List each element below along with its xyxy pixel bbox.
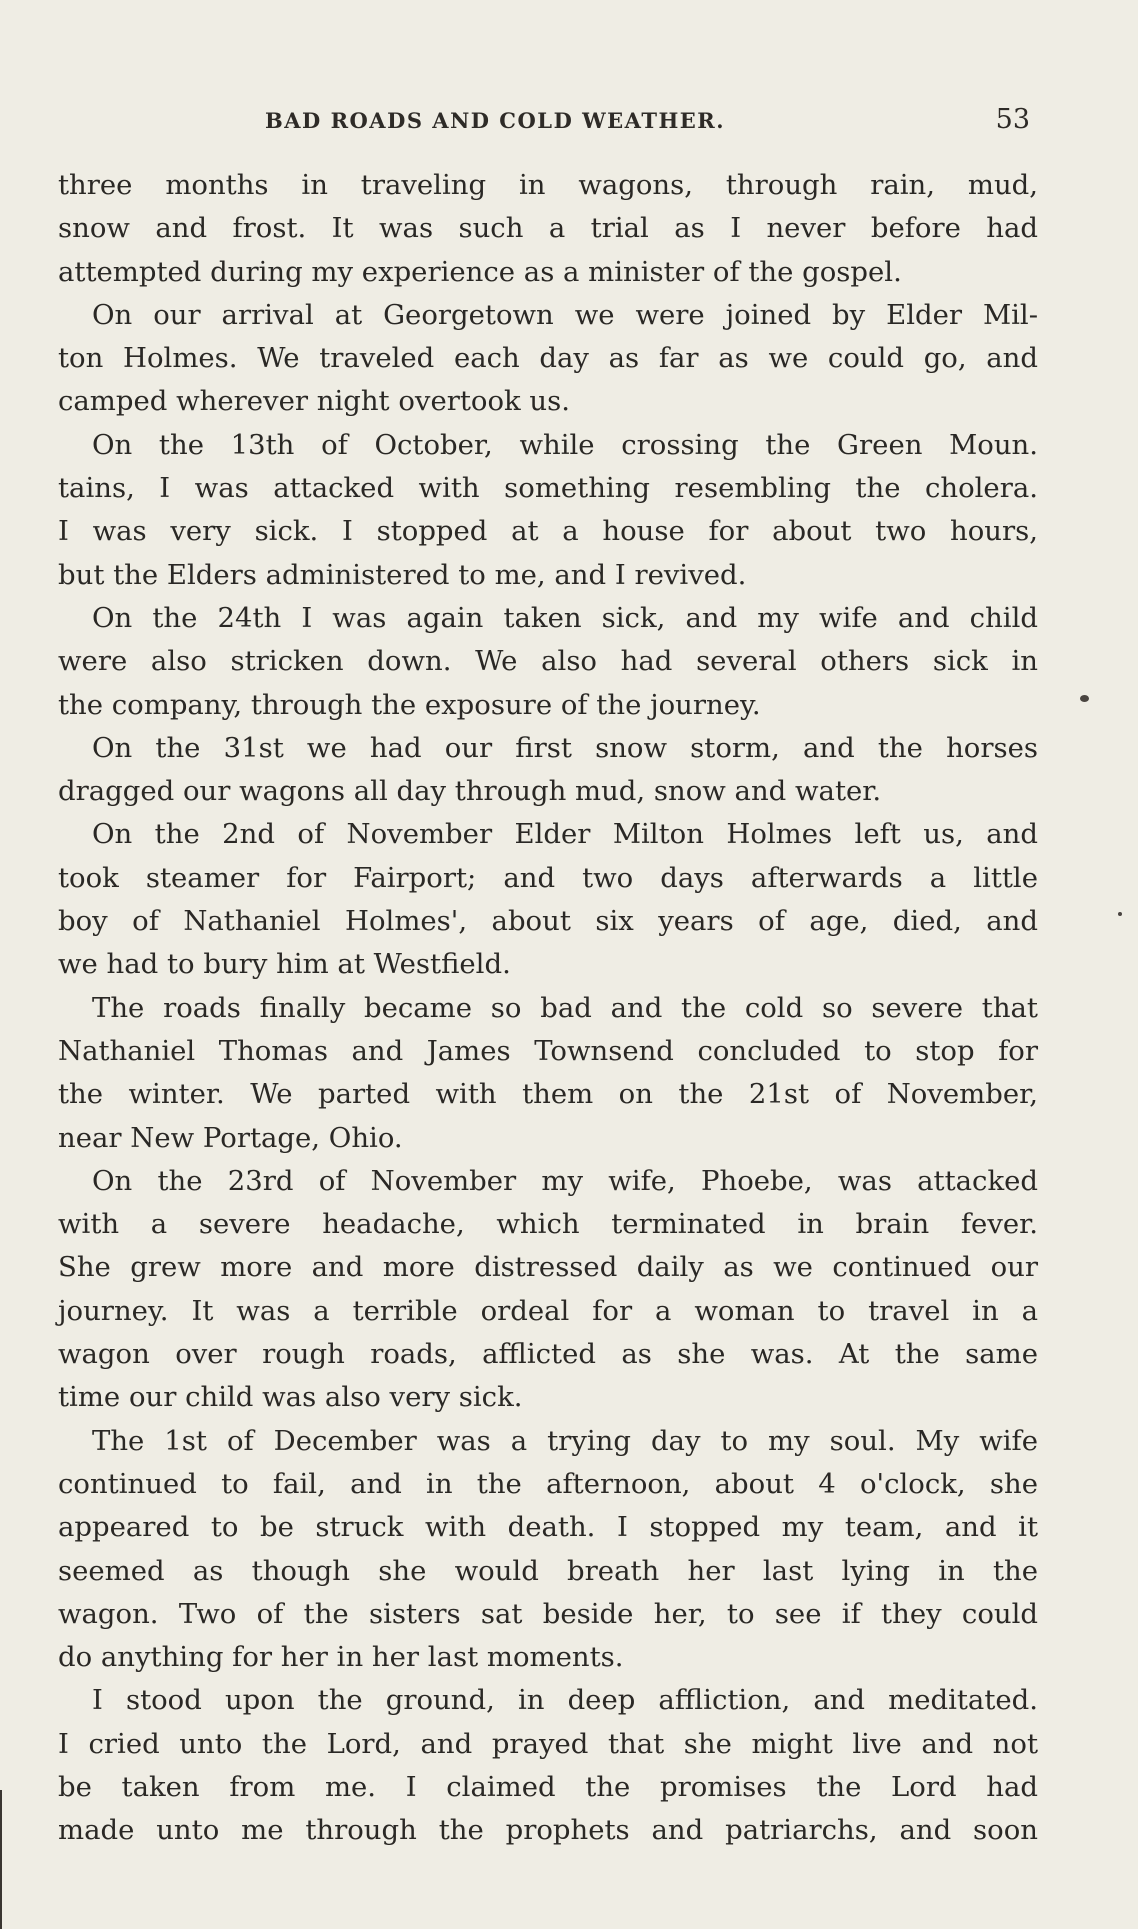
text-line: time our child was also very sick.: [58, 1381, 523, 1414]
binding-edge-line: [0, 1790, 2, 1929]
chapter-running-title: BAD ROADS AND COLD WEATHER.: [265, 108, 726, 133]
text-line: I cried unto the Lord, and prayed that she might live and not: [58, 1727, 1038, 1760]
text-line: Nathaniel Thomas and James Townsend concluded to stop for: [58, 1034, 1038, 1067]
text-line: three months in traveling in wagons, through rain, mud,: [58, 169, 1038, 201]
text-line: I was very sick. I stopped at a house for about two hours,: [58, 515, 1038, 548]
ink-speck: [1118, 912, 1122, 916]
text-line: attempted during my experience as a minister of the gospel.: [58, 255, 902, 288]
text-line: On the 2nd of November Elder Milton Holmes left us, and: [92, 818, 1038, 851]
text-line: On our arrival at Georgetown we were joined by Elder Mil-: [92, 298, 1038, 331]
body-text: [58, 164, 1038, 1853]
text-line: journey. It was a terrible ordeal for a woman to travel in a: [58, 1294, 1038, 1327]
text-line: dragged our wagons all day through mud, snow and water.: [58, 775, 882, 808]
text-line: ton Holmes. We traveled each day as far as we could go, and: [58, 342, 1038, 375]
text-line: continued to fail, and in the afternoon, about 4 o'clock, she: [58, 1467, 1038, 1500]
text-line: near New Portage, Ohio.: [58, 1121, 403, 1154]
text-line: were also stricken down. We also had several others sick in: [58, 645, 1038, 678]
text-line: made unto me through the prophets and patriarchs, and soon: [58, 1814, 1038, 1847]
text-line: tains, I was attacked with something resembling the cholera.: [58, 472, 1038, 505]
text-line: the winter. We parted with them on the 21st of November,: [58, 1078, 1038, 1111]
text-line: The 1st of December was a trying day to my soul. My wife: [92, 1424, 1038, 1457]
text-line: On the 23rd of November my wife, Phoebe, was attacked: [92, 1164, 1038, 1197]
text-line: with a severe headache, which terminated in brain fever.: [58, 1208, 1038, 1241]
text-line: we had to bury him at Westfield.: [58, 948, 511, 981]
text-line: appeared to be struck with death. I stopped my team, and it: [58, 1511, 1038, 1544]
text-line: On the 31st we had our first snow storm, and the horses: [92, 731, 1038, 764]
text-line: seemed as though she would breath her last lying in the: [58, 1554, 1038, 1587]
text-line: be taken from me. I claimed the promises the Lord had: [58, 1770, 1038, 1803]
text-line: boy of Nathaniel Holmes', about six years of age, died, and: [58, 905, 1038, 938]
ink-speck: [1080, 695, 1089, 702]
text-line: wagon over rough roads, afflicted as she was. At the same: [58, 1338, 1038, 1371]
text-line: On the 24th I was again taken sick, and my wife and child: [92, 601, 1038, 634]
text-line: I stood upon the ground, in deep affliction, and meditated.: [92, 1684, 1038, 1717]
text-line: She grew more and more distressed daily as we continued our: [58, 1251, 1038, 1284]
text-line: On the 13th of October, while crossing the Green Moun.: [92, 428, 1038, 461]
text-line: took steamer for Fairport; and two days afterwards a little: [58, 861, 1038, 894]
page-number: 53: [995, 104, 1030, 135]
text-line: do anything for her in her last moments.: [58, 1641, 624, 1674]
text-line: the company, through the exposure of the journey.: [58, 688, 761, 721]
running-header: [60, 104, 1030, 144]
text-line: wagon. Two of the sisters sat beside her, to see if they could: [58, 1597, 1038, 1630]
text-line: The roads finally became so bad and the cold so severe that: [92, 991, 1038, 1024]
text-line: but the Elders administered to me, and I revived.: [58, 558, 747, 591]
text-line: snow and frost. It was such a trial as I never before had: [58, 212, 1038, 245]
text-line: camped wherever night overtook us.: [58, 385, 570, 418]
